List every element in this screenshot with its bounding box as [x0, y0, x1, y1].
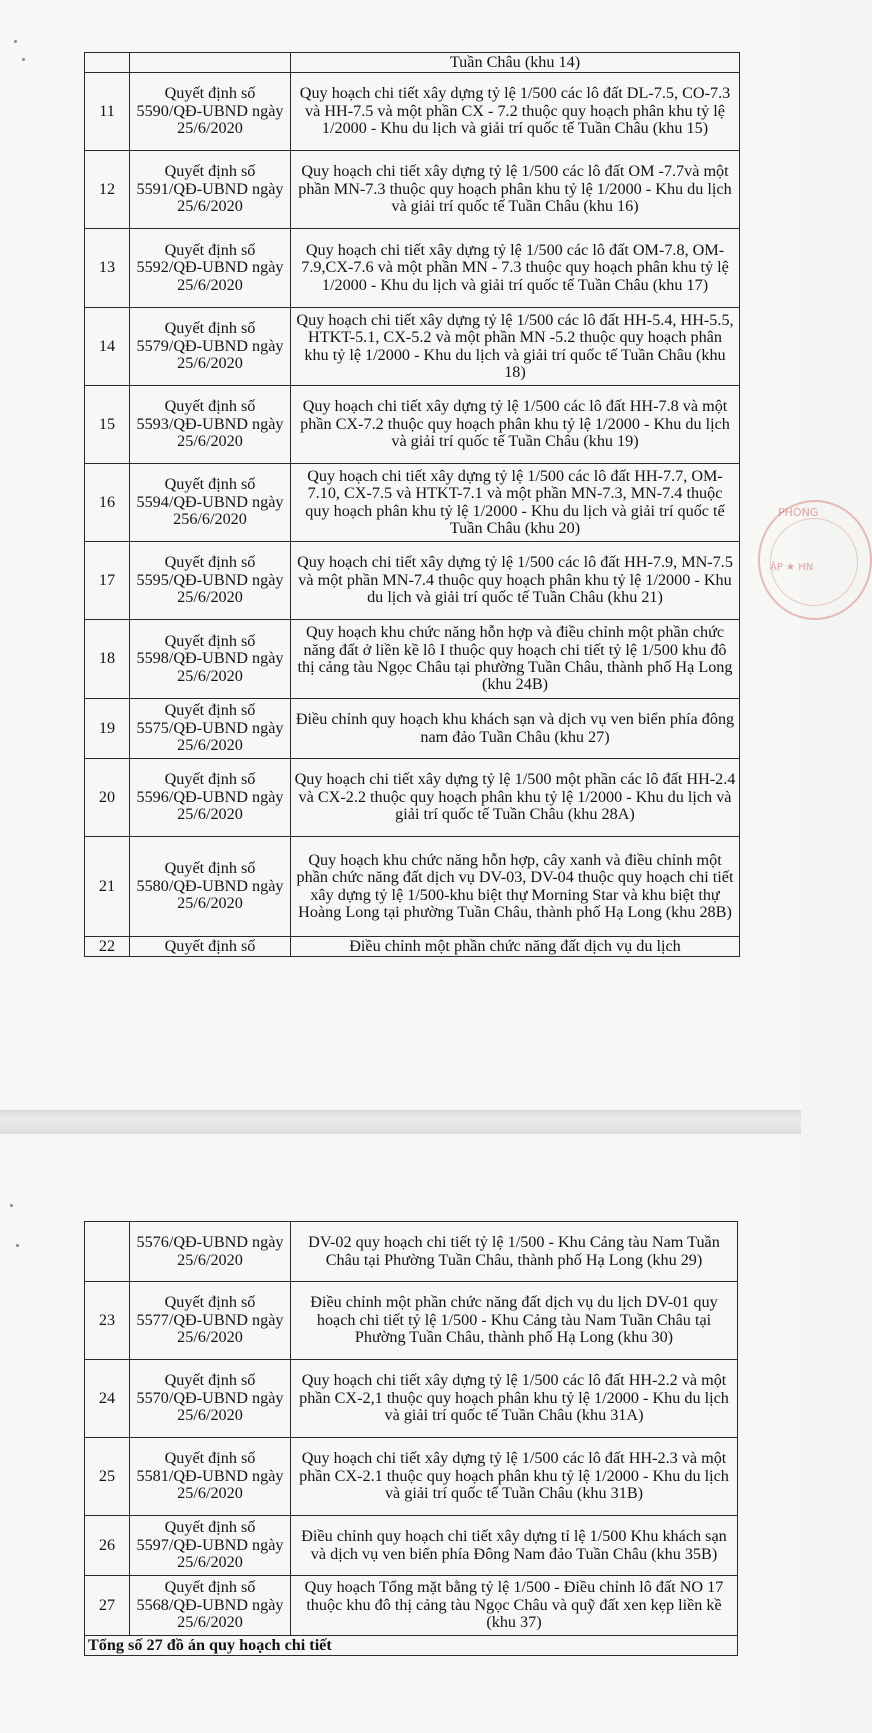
- row-number: 16: [85, 464, 130, 542]
- scan-speck: [16, 1244, 19, 1247]
- row-decision: Quyết định số 5581/QĐ-UBND ngày 25/6/2020: [130, 1438, 291, 1516]
- stamp-top-text: PHÒNG: [778, 506, 819, 519]
- row-number: 13: [85, 229, 130, 308]
- scan-speck: [14, 40, 17, 43]
- table-row: [85, 1576, 738, 1636]
- row-description: Điều chỉnh quy hoạch khu khách sạn và dịch vụ ven biển phía đông nam đảo Tuần Châu (khu 27): [291, 699, 740, 759]
- table-row: [85, 699, 740, 759]
- row-description: Quy hoạch khu chức năng hỗn hợp và điều chỉnh một phần chức năng đất ở liền kề lô I thuộc quy hoạch chi tiết tỷ lệ 1/500 khu đô thị cảng tàu Ngọc Châu tại phường Tuần Châu, thành phố Hạ Long (khu 24B): [291, 620, 740, 699]
- row-decision: Quyết định số 5596/QĐ-UBND ngày 25/6/2020: [130, 759, 291, 837]
- row-decision: Quyết định số 5570/QĐ-UBND ngày 25/6/2020: [130, 1360, 291, 1438]
- row-description: Quy hoạch chi tiết xây dựng tỷ lệ 1/500 các lô đất OM-7.8, OM-7.9,CX-7.6 và một phần MN - 7.3 thuộc quy hoạch phân khu tỷ lệ 1/2000 - Khu du lịch và giải trí quốc tế Tuần Châu (khu 17): [291, 229, 740, 308]
- row-decision: Quyết định số 5575/QĐ-UBND ngày 25/6/2020: [130, 699, 291, 759]
- row-decision: Quyết định số 5568/QĐ-UBND ngày 25/6/2020: [130, 1576, 291, 1636]
- scan-speck: [22, 58, 25, 61]
- row-number: [85, 1222, 130, 1282]
- row-decision: Quyết định số 5595/QĐ-UBND ngày 25/6/2020: [130, 542, 291, 620]
- page-separator: [0, 1110, 801, 1134]
- table-row: [85, 1360, 738, 1438]
- table-row: [85, 53, 740, 73]
- table-row: [85, 151, 740, 229]
- table-row: [85, 1636, 738, 1656]
- official-stamp: [758, 500, 872, 620]
- row-number: 19: [85, 699, 130, 759]
- scan-speck: [10, 1204, 13, 1207]
- row-decision: Quyết định số 5579/QĐ-UBND ngày 25/6/2020: [130, 308, 291, 386]
- row-decision: Quyết định số: [130, 937, 291, 957]
- row-decision: Quyết định số 5594/QĐ-UBND ngày 256/6/2020: [130, 464, 291, 542]
- row-decision: Quyết định số 5593/QĐ-UBND ngày 25/6/2020: [130, 386, 291, 464]
- row-description: Quy hoạch chi tiết xây dựng tỷ lệ 1/500 các lô đất DL-7.5, CO-7.3 và HH-7.5 và một phần CX - 7.2 thuộc quy hoạch phân khu tỷ lệ 1/2000 - Khu du lịch và giải trí quốc tế Tuần Châu (khu 15): [291, 73, 740, 151]
- table-row: [85, 308, 740, 386]
- row-decision: Quyết định số 5598/QĐ-UBND ngày 25/6/2020: [130, 620, 291, 699]
- row-description: Quy hoạch chi tiết xây dựng tỷ lệ 1/500 các lô đất HH-2.3 và một phần CX-2.1 thuộc quy hoạch phân khu tỷ lệ 1/2000 - Khu du lịch và giải trí quốc tế Tuần Châu (khu 31B): [291, 1438, 738, 1516]
- row-decision: Quyết định số 5597/QĐ-UBND ngày 25/6/2020: [130, 1516, 291, 1576]
- stamp-bottom-text: ẬP ★ HN: [770, 562, 814, 573]
- table-row: [85, 937, 740, 957]
- row-description: Điều chỉnh một phần chức năng đất dịch vụ du lịch: [291, 937, 740, 957]
- row-description: Quy hoạch chi tiết xây dựng tỷ lệ 1/500 các lô đất OM -7.7và một phần MN-7.3 thuộc quy hoạch phân khu tỷ lệ 1/2000 - Khu du lịch và giải trí quốc tế Tuần Châu (khu 16): [291, 151, 740, 229]
- table-row: [85, 1222, 738, 1282]
- row-decision: Quyết định số 5580/QĐ-UBND ngày 25/6/2020: [130, 837, 291, 937]
- table-row: [85, 464, 740, 542]
- row-number: 21: [85, 837, 130, 937]
- row-description: Quy hoạch Tổng mặt bằng tỷ lệ 1/500 - Điều chỉnh lô đất NO 17 thuộc khu đô thị cảng tàu Ngọc Châu và quỹ đất xen kẹp liền kề (khu 37): [291, 1576, 738, 1636]
- row-description: Quy hoạch chi tiết xây dựng tỷ lệ 1/500 các lô đất HH-7.8 và một phần CX-7.2 thuộc quy hoạch phân khu tỷ lệ 1/2000 - Khu du lịch và giải trí quốc tế Tuần Châu (khu 19): [291, 386, 740, 464]
- row-description: DV-02 quy hoạch chi tiết tỷ lệ 1/500 - Khu Cảng tàu Nam Tuần Châu tại Phường Tuần Châu, thành phố Hạ Long (khu 29): [291, 1222, 738, 1282]
- row-description: Điều chỉnh quy hoạch chi tiết xây dựng tỉ lệ 1/500 Khu khách sạn và dịch vụ ven biển phía Đông Nam đảo Tuần Châu (khu 35B): [291, 1516, 738, 1576]
- row-description: Quy hoạch chi tiết xây dựng tỷ lệ 1/500 các lô đất HH-7.9, MN-7.5 và một phần MN-7.4 thuộc quy hoạch phân khu tỷ lệ 1/2000 - Khu du lịch và giải trí quốc tế Tuần Châu (khu 21): [291, 542, 740, 620]
- row-number: 24: [85, 1360, 130, 1438]
- row-description: Quy hoạch chi tiết xây dựng tỷ lệ 1/500 một phần các lô đất HH-2.4 và CX-2.2 thuộc quy hoạch phân khu tỷ lệ 1/2000 - Khu du lịch và giải trí quốc tế Tuần Châu (khu 28A): [291, 759, 740, 837]
- row-description: Quy hoạch chi tiết xây dựng tỷ lệ 1/500 các lô đất HH-2.2 và một phần CX-2,1 thuộc quy hoạch phân khu tỷ lệ 1/2000 - Khu du lịch và giải trí quốc tế Tuần Châu (khu 31A): [291, 1360, 738, 1438]
- document-page-2: [0, 1134, 801, 1733]
- row-number: 18: [85, 620, 130, 699]
- row-description: Quy hoạch khu chức năng hỗn hợp, cây xanh và điều chỉnh một phần chức năng đất dịch vụ DV-03, DV-04 thuộc quy hoạch chi tiết xây dựng tỷ lệ 1/500-khu biệt thự Morning Star và khu biệt thự Hoàng Long tại phường Tuần Châu, thành phố Hạ Long (khu 28B): [291, 837, 740, 937]
- row-decision: Quyết định số 5591/QĐ-UBND ngày 25/6/2020: [130, 151, 291, 229]
- table-row: [85, 1282, 738, 1360]
- row-decision: Quyết định số 5577/QĐ-UBND ngày 25/6/2020: [130, 1282, 291, 1360]
- row-number: 22: [85, 937, 130, 957]
- row-description: Tuần Châu (khu 14): [291, 53, 740, 73]
- row-number: 17: [85, 542, 130, 620]
- plan-table-page-2: [84, 1221, 738, 1656]
- row-number: 11: [85, 73, 130, 151]
- total-row: Tổng số 27 đồ án quy hoạch chi tiết: [85, 1636, 738, 1656]
- table-row: [85, 229, 740, 308]
- table-row: [85, 542, 740, 620]
- row-number: 27: [85, 1576, 130, 1636]
- row-decision: 5576/QĐ-UBND ngày 25/6/2020: [130, 1222, 291, 1282]
- table-row: [85, 620, 740, 699]
- row-number: 12: [85, 151, 130, 229]
- row-decision: Quyết định số 5592/QĐ-UBND ngày 25/6/2020: [130, 229, 291, 308]
- row-number: 20: [85, 759, 130, 837]
- table-row: [85, 759, 740, 837]
- table-row: [85, 1516, 738, 1576]
- row-number: 14: [85, 308, 130, 386]
- row-number: 15: [85, 386, 130, 464]
- table-row: [85, 386, 740, 464]
- row-number: 23: [85, 1282, 130, 1360]
- table-row: [85, 73, 740, 151]
- row-decision: Quyết định số 5590/QĐ-UBND ngày 25/6/2020: [130, 73, 291, 151]
- row-description: Quy hoạch chi tiết xây dựng tỷ lệ 1/500 các lô đất HH-5.4, HH-5.5, HTKT-5.1, CX-5.2 và một phần MN -5.2 thuộc quy hoạch phân khu tỷ lệ 1/2000 - Khu du lịch và giải trí quốc tế Tuần Châu (khu 18): [291, 308, 740, 386]
- table-row: [85, 1438, 738, 1516]
- row-description: Quy hoạch chi tiết xây dựng tỷ lệ 1/500 các lô đất HH-7.7, OM-7.10, CX-7.5 và HTKT-7.1 và một phần MN-7.3, MN-7.4 thuộc quy hoạch phân khu tỷ lệ 1/2000 - Khu du lịch và giải trí quốc tế Tuần Châu (khu 20): [291, 464, 740, 542]
- row-number: 25: [85, 1438, 130, 1516]
- row-description: Điều chỉnh một phần chức năng đất dịch vụ du lịch DV-01 quy hoạch chi tiết tỷ lệ 1/500 - Khu Cảng tàu Nam Tuần Châu tại Phường Tuần Châu, thành phố Hạ Long (khu 30): [291, 1282, 738, 1360]
- table-row: [85, 837, 740, 937]
- row-number: 26: [85, 1516, 130, 1576]
- plan-table-page-1: [84, 52, 740, 957]
